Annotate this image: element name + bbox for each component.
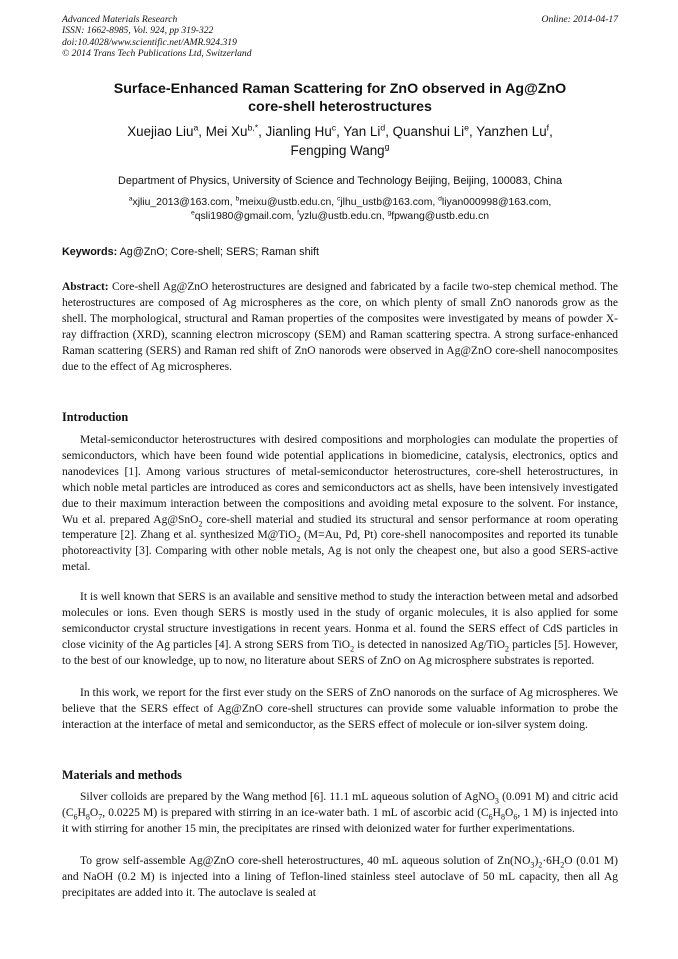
doi: doi:10.4028/www.scientific.net/AMR.924.319 — [62, 36, 237, 48]
email[interactable]: yzlu@ustb.edu.cn, — [298, 211, 388, 222]
paragraph — [62, 790, 618, 838]
email[interactable]: qsli1980@gmail.com, — [194, 211, 298, 222]
keywords — [62, 245, 618, 259]
email-marker: f — [297, 209, 299, 217]
text-run: particles [5]. However, to the best of our knowledge, up to now, no literature about SERS of ZnO on Ag microsphere substrates is reported. — [62, 638, 618, 667]
email-marker: c — [337, 195, 341, 203]
subscript: 2 — [296, 534, 301, 544]
paper-title — [62, 81, 618, 116]
text-run: O — [505, 806, 514, 819]
text-run: ·6H — [542, 855, 561, 867]
author: Fengping Wang — [290, 142, 385, 158]
paragraph: In this work, we report for the first ever study on the SERS of ZnO nanorods on the surface of Ag microspheres. We believe that the SERS effect of Ag@ZnO core-shell structures can provide some valuable information to probe the interaction at the interface of metal and semiconductor, as the SERS effect of molecule or ion-silver system doing. — [62, 687, 618, 731]
author-marker: e — [464, 122, 469, 133]
paragraph — [62, 433, 618, 576]
email-marker: g — [387, 209, 392, 217]
text-run: is detected in nanosized Ag/TiO — [354, 638, 506, 651]
online-date: Online: 2014-04-17 — [541, 14, 618, 25]
journal-name: Advanced Materials Research — [62, 14, 178, 25]
text-run: ) — [534, 855, 539, 867]
subscript: 2 — [505, 644, 510, 654]
affiliation: Department of Physics, University of Science and Technology Beijing, Beijing, 100083, China — [118, 175, 562, 187]
section-heading-methods: Materials and methods — [62, 768, 182, 782]
subscript: 6 — [73, 812, 78, 822]
subscript: 8 — [85, 812, 90, 822]
subscript: 2 — [350, 644, 355, 654]
journal-metadata — [62, 14, 618, 60]
author: Jianling Hu — [265, 124, 332, 139]
email-list — [62, 196, 618, 224]
email-marker: a — [128, 195, 133, 203]
author: Mei Xu — [205, 124, 248, 139]
text-run: , 1 M) is injected into it with stirring for another 15 min, the precipitates are rinsed with deionized water for further experimentations. — [62, 806, 619, 835]
subscript: 3 — [530, 860, 535, 870]
copyright: © 2014 Trans Tech Publications Ltd, Switzerland — [62, 48, 252, 60]
author-marker: f — [546, 122, 550, 133]
subscript: 8 — [500, 812, 506, 822]
paragraph — [62, 590, 618, 670]
author: Yanzhen Lu — [476, 124, 547, 139]
author-marker: c — [331, 122, 337, 133]
keywords-text: Ag@ZnO; Core-shell; SERS; Raman shift — [117, 246, 319, 258]
text-run: O — [89, 806, 99, 819]
text-run: (0.091 M) and citric acid (C — [62, 791, 618, 819]
keywords-label: Keywords: — [62, 246, 118, 258]
subscript: 3 — [494, 796, 499, 806]
subscript: 7 — [98, 812, 103, 822]
text-run: H — [77, 806, 86, 819]
email[interactable]: fpwang@ustb.edu.cn — [391, 211, 490, 222]
subscript: 2 — [560, 860, 565, 870]
text-run: It is well known that SERS is an available and sensitive method to study the interaction between metal and adsorbed molecules or ions. Even though SERS is mostly used in the study of organic molecules, it is also applied for some semiconductor crystal structure investigations in recent years. Honma et al. found the SERS effect of CdS particles in close vicinity of the Ag particles [4]. A strong SERS from TiO — [62, 591, 618, 651]
abstract-text: Core-shell Ag@ZnO heterostructures are designed and fabricated by a facile two-step chemical method. The heterostructures are composed of Ag microspheres as the core, on which plenty of small ZnO nanorods grow as the shell. The morphological, structural and Raman properties of the composites were investigated by means of powder X-ray diffraction (XRD), scanning electron microscopy (SEM) and Raman scattering spectra. A strong surface-enhanced Raman scattering (SERS) and Raman red shift of ZnO nanorods were observed in Ag@ZnO core-shell nanocomposites due to the effect of Ag microspheres. — [62, 281, 618, 373]
author: Quanshui Li — [392, 124, 465, 139]
author-marker: a — [193, 122, 199, 133]
subscript: 2 — [198, 518, 203, 528]
text-run: O (0.01 M) and NaOH (0.2 M) is injected into a lining of Teflon-lined stainless steel autoclave of 50 mL capacity, then all Ag precipitates are added into it. The autoclave is sealed at — [62, 855, 618, 899]
author-marker: d — [380, 122, 386, 133]
email[interactable]: jlhu_ustb@163.com, — [340, 197, 439, 208]
email[interactable]: xjliu_2013@163.com, — [132, 197, 236, 208]
text-run: , 0.0225 M) is prepared with stirring in an ice-water bath. 1 mL of ascorbic acid (C — [102, 806, 489, 819]
title-line-1: Surface-Enhanced Raman Scattering for ZnO observed in Ag@ZnO — [113, 81, 567, 97]
author-marker: b,* — [247, 122, 259, 133]
text-run: To grow self-assemble Ag@ZnO core-shell heterostructures, 40 mL aqueous solution of Zn(NO — [80, 855, 531, 867]
text-run: (M=Au, Pd, Pt) core-shell nanocomposites and reported its tunable photoreactivity [3]. Comparing with other noble metals, Ag is not only the cheapest one, but also a good SERS-active metal. — [62, 529, 619, 574]
email-marker: e — [190, 209, 195, 217]
author: Xuejiao Liu — [127, 124, 194, 139]
subscript: 2 — [538, 860, 543, 870]
author-marker: g — [384, 141, 390, 152]
abstract-label: Abstract: — [62, 281, 109, 293]
email[interactable]: meixu@ustb.edu.cn, — [239, 197, 337, 208]
email-marker: b — [235, 195, 240, 203]
email-marker: d — [438, 195, 442, 203]
paragraph — [62, 854, 618, 902]
title-line-2: core-shell heterostructures — [248, 98, 432, 115]
author: Yan Li — [343, 124, 381, 139]
section-heading-introduction: Introduction — [62, 410, 129, 424]
text-run: Silver colloids are prepared by the Wang method [6]. 11.1 mL aqueous solution of AgNO — [80, 791, 495, 803]
abstract — [62, 280, 618, 375]
email[interactable]: liyan000998@163.com, — [441, 197, 552, 208]
subscript: 6 — [513, 812, 518, 822]
issn: ISSN: 1662-8985, Vol. 924, pp 319-322 — [62, 25, 214, 37]
subscript: 6 — [488, 812, 493, 822]
text-run: H — [492, 806, 501, 819]
text-run: Metal-semiconductor heterostructures with desired compositions and morphologies can modulate the properties of semiconductors, which have been found wide potential applications in biomedicine, catalysis, electronics, optics and nanodevices [1]. Among various structures of metal-semiconductor heterostructures, core-shell heterostructures, in which noble metal particles are introduced as cores and semiconductors act as shells, have been intensively investigated due to their maximum interaction between the compositions and avoiding metal exposure to the solvent. For instance, Wu et al. prepared Ag@SnO — [62, 434, 618, 526]
text-run: core-shell material and studied its structural and sensor performance at room operating temperature [2]. Zhang et al. synthesized M@TiO — [62, 513, 618, 542]
author-list: Xuejiao Liu$^a$, Mei $Xu^{b,*}$, Jianling Hu$^c$, Yan Li$^d$, Quanshui Li$^e$, Yanzhen Lu$^f$, Fengping Wang$^g$ — [127, 122, 553, 158]
